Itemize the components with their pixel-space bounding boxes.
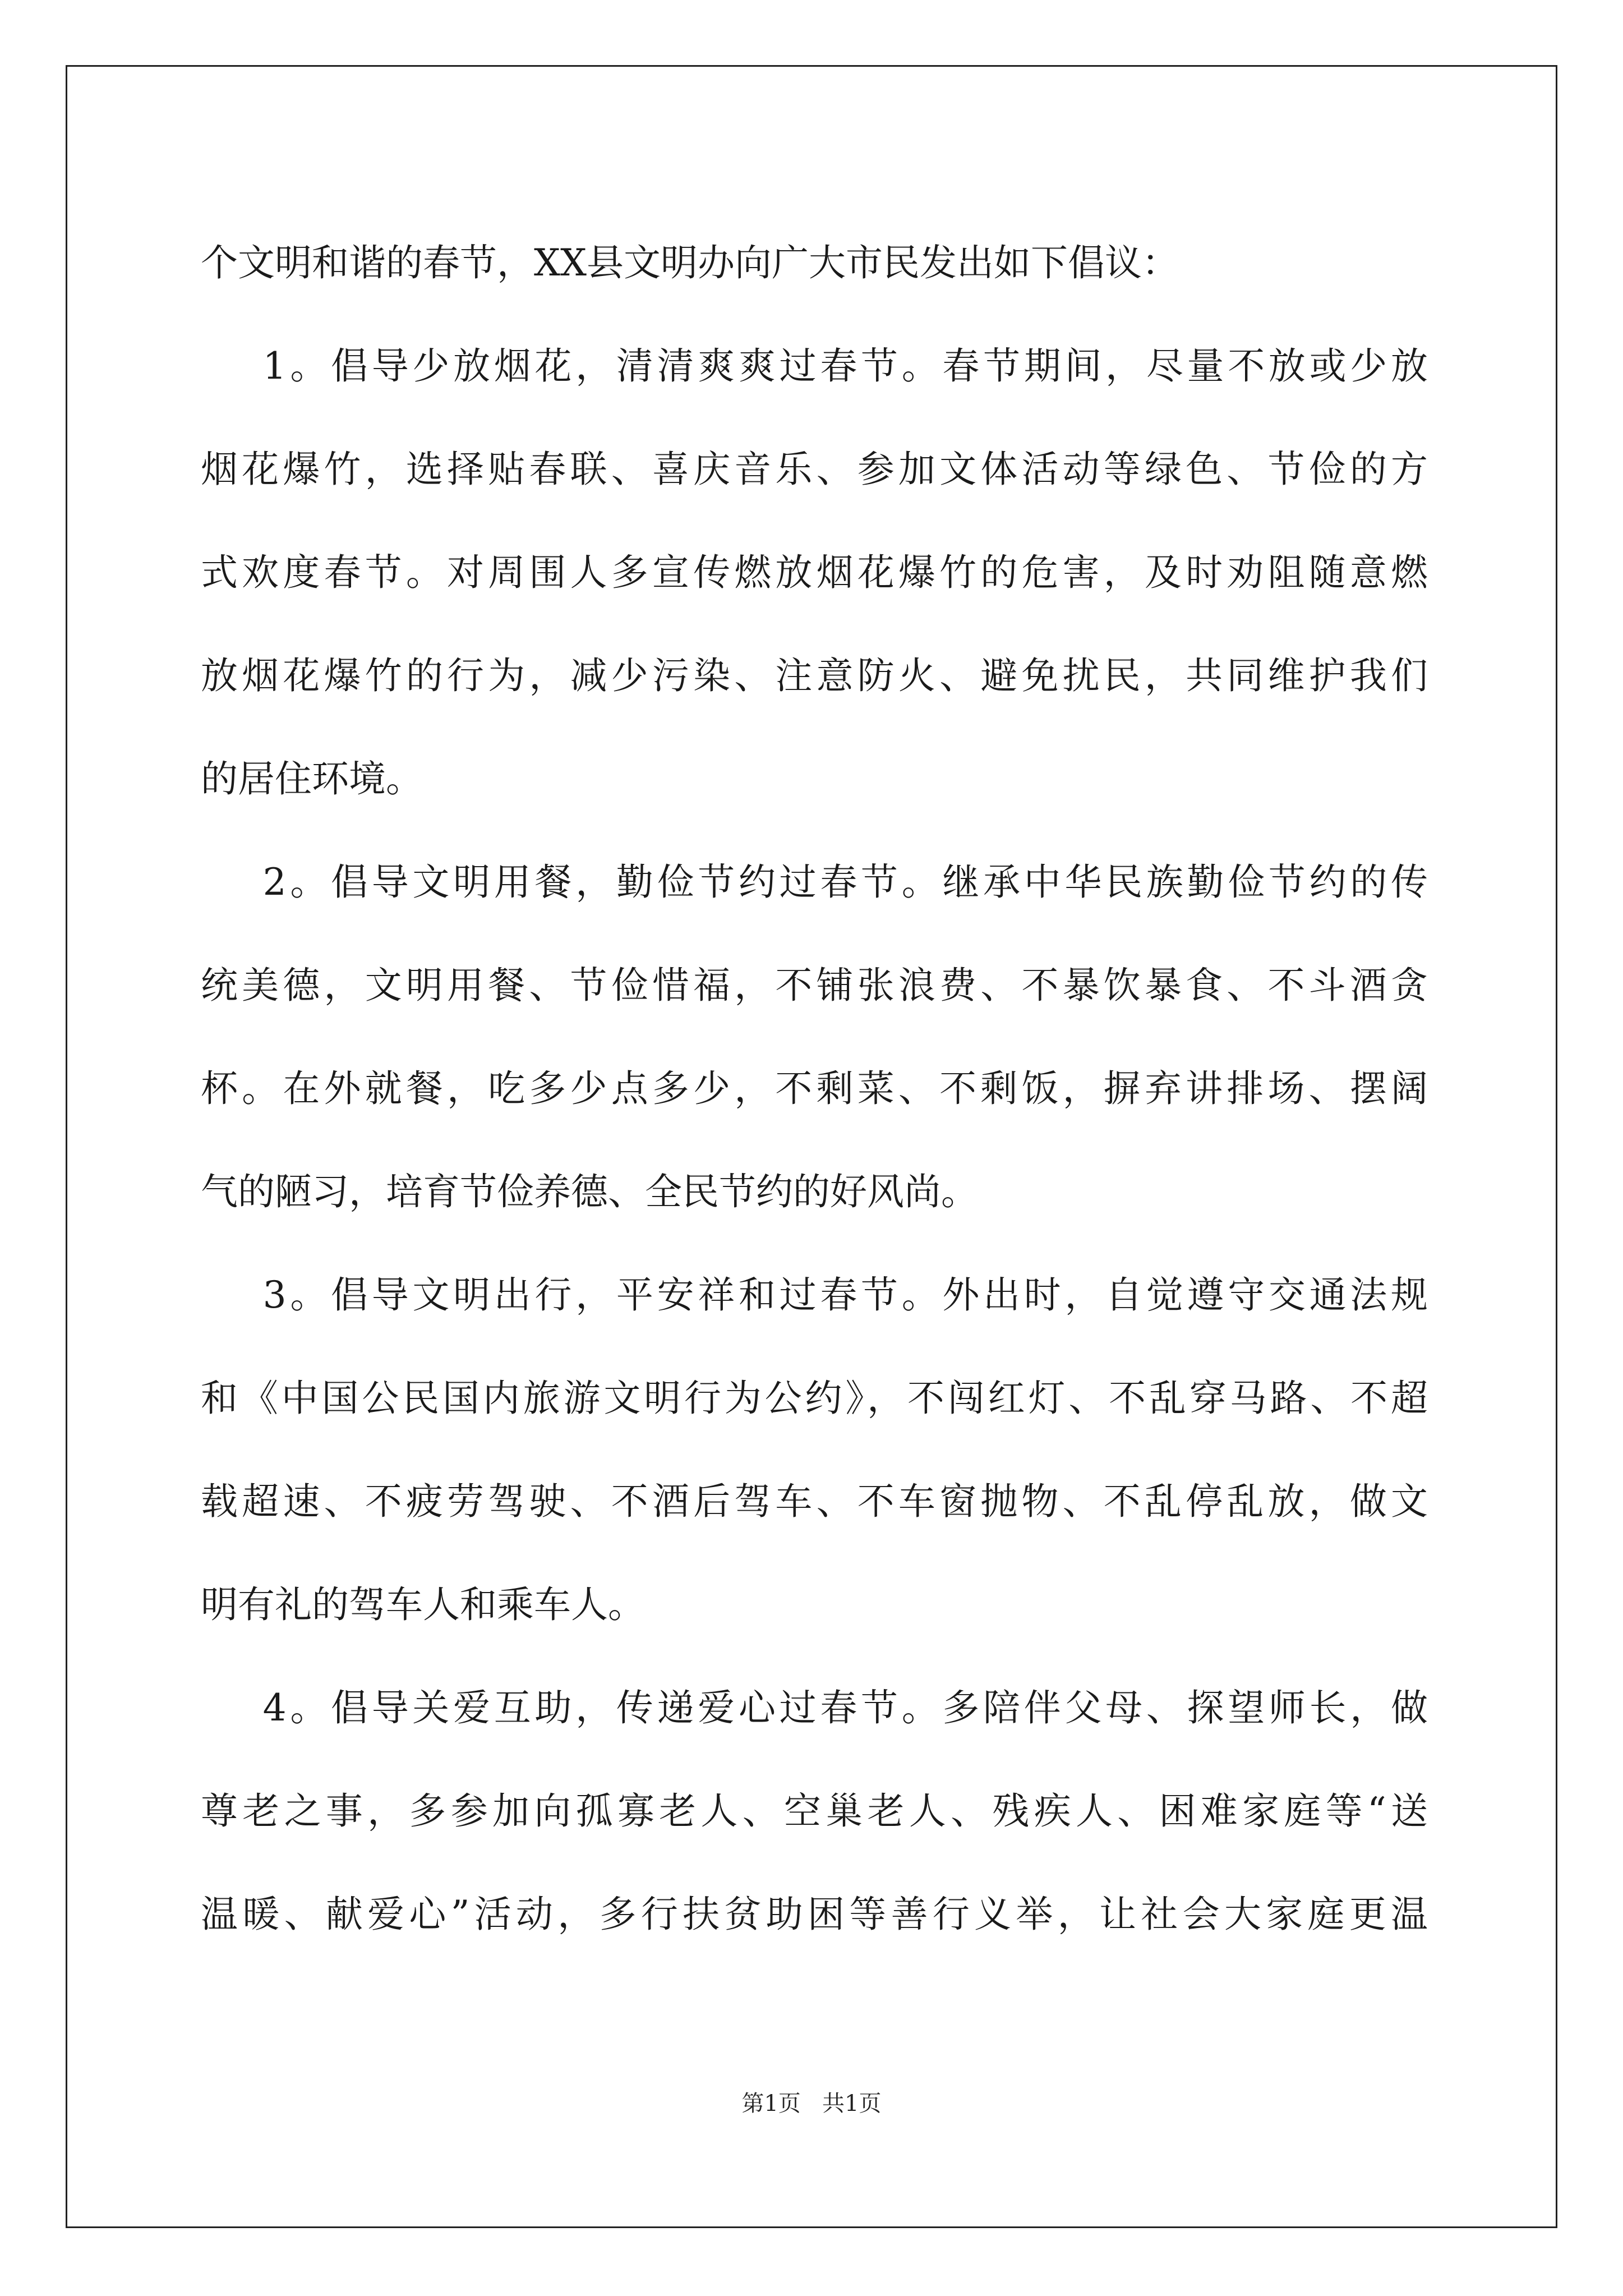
text-line: 1。倡导少放烟花，清清爽爽过春节。春节期间，尽量不放或少放 xyxy=(201,344,1428,388)
text-line: 式欢度春节。对周围人多宣传燃放烟花爆竹的危害，及时劝阻随意燃 xyxy=(201,551,1428,594)
text-line: 载超速、不疲劳驾驶、不酒后驾车、不车窗抛物、不乱停乱放，做文 xyxy=(201,1480,1428,1523)
text-line: 统美德，文明用餐、节俭惜福，不铺张浪费、不暴饮暴食、不斗酒贪 xyxy=(201,964,1428,1007)
text-line: 温暖、献爱心”活动，多行扶贫助困等善行义举，让社会大家庭更温 xyxy=(201,1893,1428,1936)
text-line: 烟花爆竹，选择贴春联、喜庆音乐、参加文体活动等绿色、节俭的方 xyxy=(201,448,1428,491)
text-line: 气的陋习，培育节俭养德、全民节约的好风尚。 xyxy=(201,1170,978,1213)
text-line: 个文明和谐的春节，XX县文明办向广大市民发出如下倡议： xyxy=(201,241,1179,284)
document-body xyxy=(201,211,1428,1966)
text-line: 2。倡导文明用餐，勤俭节约过春节。继承中华民族勤俭节约的传 xyxy=(201,861,1428,904)
page-footer: 第1页 共1页 xyxy=(741,2091,882,2116)
text-line: 4。倡导关爱互助，传递爱心过春节。多陪伴父母、探望师长，做 xyxy=(201,1686,1428,1729)
text-line: 的居住环境。 xyxy=(201,757,423,800)
text-line: 尊老之事，多参加向孤寡老人、空巢老人、残疾人、困难家庭等“送 xyxy=(201,1789,1428,1833)
text-line: 3。倡导文明出行，平安祥和过春节。外出时，自觉遵守交通法规 xyxy=(201,1273,1428,1317)
text-line: 和《中国公民国内旅游文明行为公约》，不闯红灯、不乱穿马路、不超 xyxy=(201,1377,1428,1420)
text-line: 杯。在外就餐，吃多少点多少，不剩菜、不剩饭，摒弃讲排场、摆阔 xyxy=(201,1067,1428,1110)
text-line: 放烟花爆竹的行为，减少污染、注意防火、避免扰民，共同维护我们 xyxy=(201,654,1428,697)
text-line: 明有礼的驾车人和乘车人。 xyxy=(201,1583,645,1626)
